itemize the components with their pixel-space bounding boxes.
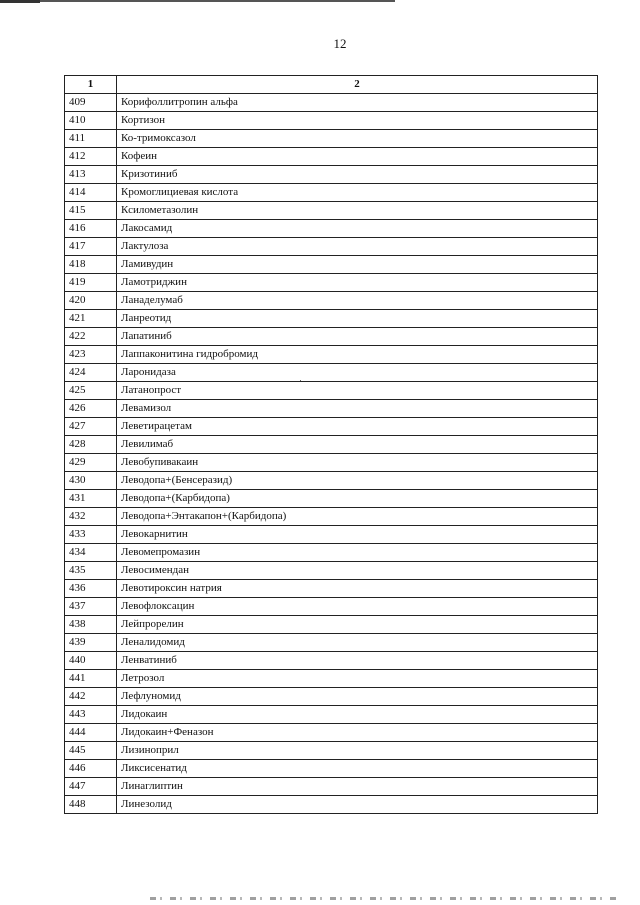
row-number: 416 xyxy=(65,220,117,238)
table-row xyxy=(65,310,598,328)
row-number: 433 xyxy=(65,526,117,544)
drug-name: Лапатиниб xyxy=(117,328,598,346)
drug-name: Ликсисенатид xyxy=(117,760,598,778)
drug-name: Латанопрост xyxy=(117,382,598,400)
scan-edge-top xyxy=(0,0,395,2)
drug-name: Левокарнитин xyxy=(117,526,598,544)
row-number: 441 xyxy=(65,670,117,688)
row-number: 434 xyxy=(65,544,117,562)
row-number: 430 xyxy=(65,472,117,490)
drug-name: Леводопа+Энтакапон+(Карбидопа) xyxy=(117,508,598,526)
drug-name: Лейпрорелин xyxy=(117,616,598,634)
row-number: 412 xyxy=(65,148,117,166)
row-number: 427 xyxy=(65,418,117,436)
drug-name: Ленватиниб xyxy=(117,652,598,670)
drug-name: Ланреотид xyxy=(117,310,598,328)
drug-name: Лидокаин xyxy=(117,706,598,724)
table-row xyxy=(65,472,598,490)
row-number: 418 xyxy=(65,256,117,274)
row-number: 419 xyxy=(65,274,117,292)
drug-name: Леводопа+(Бенсеразид) xyxy=(117,472,598,490)
table-row xyxy=(65,220,598,238)
row-number: 422 xyxy=(65,328,117,346)
row-number: 447 xyxy=(65,778,117,796)
row-number: 429 xyxy=(65,454,117,472)
table-row xyxy=(65,130,598,148)
drug-name: Ланаделумаб xyxy=(117,292,598,310)
table-row xyxy=(65,148,598,166)
row-number: 446 xyxy=(65,760,117,778)
drug-name: Леводопа+(Карбидопа) xyxy=(117,490,598,508)
drug-name: Леветирацетам xyxy=(117,418,598,436)
scan-speck xyxy=(300,380,301,381)
table-body xyxy=(65,94,598,814)
drug-name: Лидокаин+Феназон xyxy=(117,724,598,742)
row-number: 440 xyxy=(65,652,117,670)
drug-list-table xyxy=(64,75,598,814)
drug-name: Левосимендан xyxy=(117,562,598,580)
table-row xyxy=(65,238,598,256)
table-row xyxy=(65,652,598,670)
drug-name: Левилимаб xyxy=(117,436,598,454)
table-row xyxy=(65,778,598,796)
row-number: 423 xyxy=(65,346,117,364)
drug-name: Лизиноприл xyxy=(117,742,598,760)
row-number: 415 xyxy=(65,202,117,220)
row-number: 428 xyxy=(65,436,117,454)
drug-name: Корифоллитропин альфа xyxy=(117,94,598,112)
drug-name: Левотироксин натрия xyxy=(117,580,598,598)
row-number: 438 xyxy=(65,616,117,634)
table-row xyxy=(65,526,598,544)
table-row xyxy=(65,436,598,454)
row-number: 443 xyxy=(65,706,117,724)
table-row xyxy=(65,328,598,346)
row-number: 442 xyxy=(65,688,117,706)
table-row xyxy=(65,796,598,814)
row-number: 417 xyxy=(65,238,117,256)
drug-name: Ламивудин xyxy=(117,256,598,274)
drug-name: Линезолид xyxy=(117,796,598,814)
table-row xyxy=(65,688,598,706)
table-row xyxy=(65,166,598,184)
drug-name: Ксилометазолин xyxy=(117,202,598,220)
table-row xyxy=(65,616,598,634)
table-row xyxy=(65,706,598,724)
row-number: 445 xyxy=(65,742,117,760)
column-header-number: 1 xyxy=(65,76,117,94)
row-number: 444 xyxy=(65,724,117,742)
table-row xyxy=(65,670,598,688)
drug-name: Линаглиптин xyxy=(117,778,598,796)
table-row xyxy=(65,112,598,130)
drug-name: Лактулоза xyxy=(117,238,598,256)
table-row xyxy=(65,364,598,382)
scan-edge-bottom xyxy=(150,897,620,900)
table-row xyxy=(65,292,598,310)
table-row xyxy=(65,544,598,562)
table-row xyxy=(65,454,598,472)
table-row xyxy=(65,382,598,400)
row-number: 410 xyxy=(65,112,117,130)
table-row xyxy=(65,490,598,508)
row-number: 411 xyxy=(65,130,117,148)
drug-name: Левомепромазин xyxy=(117,544,598,562)
table-row xyxy=(65,508,598,526)
table-row xyxy=(65,760,598,778)
row-number: 424 xyxy=(65,364,117,382)
table-row xyxy=(65,634,598,652)
table-row xyxy=(65,724,598,742)
table-row xyxy=(65,418,598,436)
table-row xyxy=(65,562,598,580)
row-number: 448 xyxy=(65,796,117,814)
row-number: 426 xyxy=(65,400,117,418)
table-row xyxy=(65,742,598,760)
table-row xyxy=(65,274,598,292)
drug-name: Левобупивакаин xyxy=(117,454,598,472)
drug-name: Ламотриджин xyxy=(117,274,598,292)
drug-name: Лаппаконитина гидробромид xyxy=(117,346,598,364)
scan-mark-top xyxy=(0,0,40,3)
drug-name: Кромоглициевая кислота xyxy=(117,184,598,202)
table-row xyxy=(65,94,598,112)
table-row xyxy=(65,598,598,616)
column-header-name: 2 xyxy=(117,76,598,94)
drug-name: Кофеин xyxy=(117,148,598,166)
table-row xyxy=(65,202,598,220)
drug-name: Лефлуномид xyxy=(117,688,598,706)
table-row xyxy=(65,184,598,202)
row-number: 425 xyxy=(65,382,117,400)
row-number: 439 xyxy=(65,634,117,652)
drug-name: Левамизол xyxy=(117,400,598,418)
drug-name: Леналидомид xyxy=(117,634,598,652)
row-number: 421 xyxy=(65,310,117,328)
row-number: 437 xyxy=(65,598,117,616)
row-number: 432 xyxy=(65,508,117,526)
drug-name: Лакосамид xyxy=(117,220,598,238)
drug-name: Кортизон xyxy=(117,112,598,130)
drug-name: Кризотиниб xyxy=(117,166,598,184)
table-header-row xyxy=(65,76,598,94)
drug-name: Ларонидаза xyxy=(117,364,598,382)
drug-name: Левофлоксацин xyxy=(117,598,598,616)
row-number: 413 xyxy=(65,166,117,184)
row-number: 409 xyxy=(65,94,117,112)
row-number: 414 xyxy=(65,184,117,202)
row-number: 431 xyxy=(65,490,117,508)
table-row xyxy=(65,346,598,364)
row-number: 436 xyxy=(65,580,117,598)
table-row xyxy=(65,400,598,418)
row-number: 420 xyxy=(65,292,117,310)
page-number: 12 xyxy=(333,36,347,51)
drug-name: Летрозол xyxy=(117,670,598,688)
table-row xyxy=(65,580,598,598)
table-row xyxy=(65,256,598,274)
drug-name: Ко-тримоксазол xyxy=(117,130,598,148)
row-number: 435 xyxy=(65,562,117,580)
